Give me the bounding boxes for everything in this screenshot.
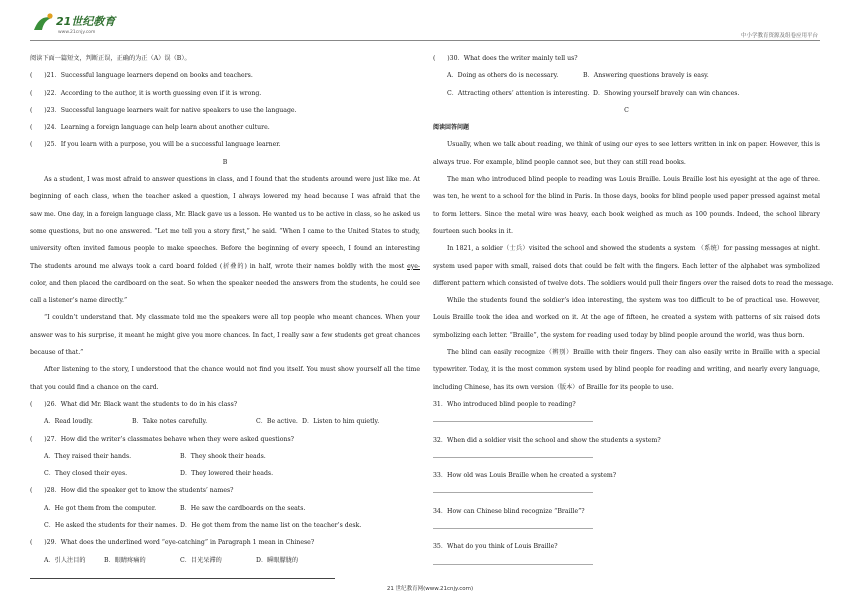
answer-line-31[interactable] [433,413,593,422]
option: D．Listen to him quietly. [302,418,380,426]
question-29: ( )29．What does the underlined word “eye-catching” in Paragraph 1 mean in Chinese? [30,539,315,547]
option: A．He got them from the computer. [44,504,157,512]
option: A．引人注目的 [44,556,86,564]
option: C．目光呆滞的 [180,556,222,564]
question-24: ( )24．Learning a foreign language can help learn about another culture. [30,124,270,132]
passage-b-line: As a student, I was most afraid to answer questions in class, and I found that the students around were just like me. At [44,176,420,184]
section-b-label: B [222,158,228,166]
passage-c-line: In 1821, a soldier（士兵）visited the school and showed the students a system （系统）for passing messages at night. [447,245,820,253]
answer-line-34[interactable] [433,520,593,529]
passage-b-line: call a listener’s name directly.” [30,297,128,305]
passage-b-line: because of that.” [30,349,84,357]
passage-b-line: “I couldn’t understand that. My classmate told me the speakers were all top people who meant chances. When your [44,314,420,322]
passage-b-line: The students around me always took a card board folded (折叠的) in half, wrote their names boldly with the most eye- [30,258,420,275]
option: A．Doing as others do is necessary. [447,72,559,80]
option: B．He saw the cardboards on the seats. [180,504,306,512]
passage-c-line: The man who introduced blind people to reading was Louis Braille. Louis Braille lost his eyesight at the age of three. [447,176,820,184]
option: C．Attracting others’ attention is interesting. [447,89,590,97]
logo-text: 21世纪教育 [56,15,116,28]
passage-b-line: After listening to the story, I understood that the chance would not find you itself. You must show yourself all the time [44,366,420,374]
question-22: ( )22．According to the author, it is worth guessing even if it is wrong. [30,89,262,97]
option: B．眼睛疼痛的 [104,556,146,564]
option: B．Take notes carefully. [132,418,208,426]
question-30: ( )30．What does the writer mainly tell us? [433,55,578,62]
passage-c-line: fourteen such books in it. [433,227,513,235]
passage-b-line: some questions, but no one answered. “Let me tell you a story first,” he said. “When I came to the United States to study, [30,227,420,235]
passage-c-line: symbolizing each letter. “Braille”, the system for reading used today by blind people around the world, was thus born. [433,331,805,339]
option: C．They closed their eyes. [44,470,128,478]
question-21: ( )21．Successful language learners depend on books and teachers. [30,72,253,80]
option: C．He asked the students for their names. [44,522,178,530]
question-25: ( )25．If you learn with a purpose, you will be a successful language learner. [30,141,281,149]
passage-b-line: color, and then placed the cardboard on the seat. So when the speaker needed the answers from the students, he could see [30,279,420,287]
passage-c-line: different pattern which consisted of twelve dots. The soldiers would pull their fingers over the raised dots to read the message. [433,279,834,287]
question-26: ( )26．What did Mr. Black want the students to do in his class? [30,400,238,408]
footer-divider [30,578,335,579]
passage-b-line: beginning of each class, when the teacher asked a question, I always lowered my head because I was afraid that the [30,193,420,201]
passage-c-line: to form letters. Since the metal wire was heavy, each book weighed as much as 100 pounds. Indeed, the school library [433,210,820,218]
question-29-options [30,552,420,569]
question-23: ( )23．Successful language learners wait for native speakers to use the language. [30,106,297,114]
option: D．瞬眼朦胧的 [256,556,299,564]
option: D．They lowered their heads. [180,470,274,478]
option: D．Showing yourself bravely can win chances. [593,89,740,97]
passage-c-line: was ten, he went to a school for the blind in Paris. In those days, books for blind people used paper pressed against metal [433,193,820,201]
question-28: ( )28．How did the speaker get to know the students’ names? [30,487,234,495]
question-30-options [433,67,820,84]
option: B．Answering questions bravely is easy. [583,72,709,80]
question-34: 34．How can Chinese blind recognize “Braille”? [433,507,585,515]
passage-b-line: that you could find a chance on the card. [30,383,159,391]
passage-b-line: saw me. One day, in a foreign language class, Mr. Black gave us a lesson. He wanted us to be active in class, so he asked us [30,210,420,218]
question-28-options [30,500,420,517]
passage-c-line: system used paper with small, raised dots that could be felt with the fingers. Each letter of the alphabet was symbolized [433,262,820,270]
passage-c-line: typewriter. Today, it is the most common system used by blind people for reading and writing, and nearly every language, [433,366,820,374]
option: C．Be active. [256,418,298,426]
passage-c-line: The blind can easily recognize（辨别）Braille with their fingers. They can also easily write in Braille with a special [447,349,820,357]
answer-line-32[interactable] [433,449,593,458]
tf-instructions: 阅读下面一篇短文，判断正误，正确的为正（A）误（B）。 [30,55,191,62]
logo-sub: www.21cnjy.com [58,30,96,35]
option: A．Read loudly. [44,418,93,426]
site-logo [30,10,140,36]
option: B．They shook their heads. [180,452,266,460]
passage-b-line: university often invited famous people to make speeches. Before the beginning of every speech, I found an interesting [30,245,420,253]
option: A．They raised their hands. [44,452,132,460]
passage-c-line: including Chinese, has its own version（版本）of Braille for its people to use. [433,383,674,391]
passage-c-line: Louis Braille took the idea and worked on it. At the age of fifteen, he created a system with patterns of six raised dots [433,314,820,322]
question-33: 33．How old was Louis Braille when he created a system? [433,472,617,480]
right-column [433,50,834,574]
question-28-options [30,517,420,534]
question-31: 31．Who introduced blind people to reading? [433,400,576,408]
question-27-options [30,465,420,482]
header-divider [30,40,820,41]
passage-c-line: Usually, when we talk about reading, we think of using our eyes to see letters written in ink on paper. However, this is [447,141,820,149]
passage-c-line: While the students found the soldier’s idea interesting, the system was too difficult to be of practical use. However, [447,297,820,305]
question-35: 35．What do you think of Louis Braille? [433,543,558,551]
answer-line-33[interactable] [433,484,593,493]
page-footer: 21 世纪教育网(www.21cnjy.com) [386,586,474,592]
section-c-label: C [624,106,629,114]
question-30-options [433,85,820,102]
option: D．He got them from the name list on the teacher’s desk. [180,522,362,530]
underlined-word: eye- [407,262,420,270]
question-27-options [30,448,420,465]
left-column [30,50,420,569]
answer-line-35[interactable] [433,556,593,565]
question-32: 32．When did a soldier visit the school and show the students a system? [433,436,661,444]
passage-c-line: always true. For example, blind people cannot see, but they can still read books. [433,158,686,166]
page-header [0,0,860,40]
question-27: ( )27．How did the writer’s classmates behave when they were asked questions? [30,435,294,443]
question-26-options [30,413,420,430]
passage-b-line: answer was to his surprise, it meant he might give you more chances. In fact, I really saw a few students get great chances [30,331,420,339]
section-c-title: 阅读回答问题 [433,124,470,132]
header-platform-text: 中小学教育资源及组卷应用平台 [740,33,818,39]
